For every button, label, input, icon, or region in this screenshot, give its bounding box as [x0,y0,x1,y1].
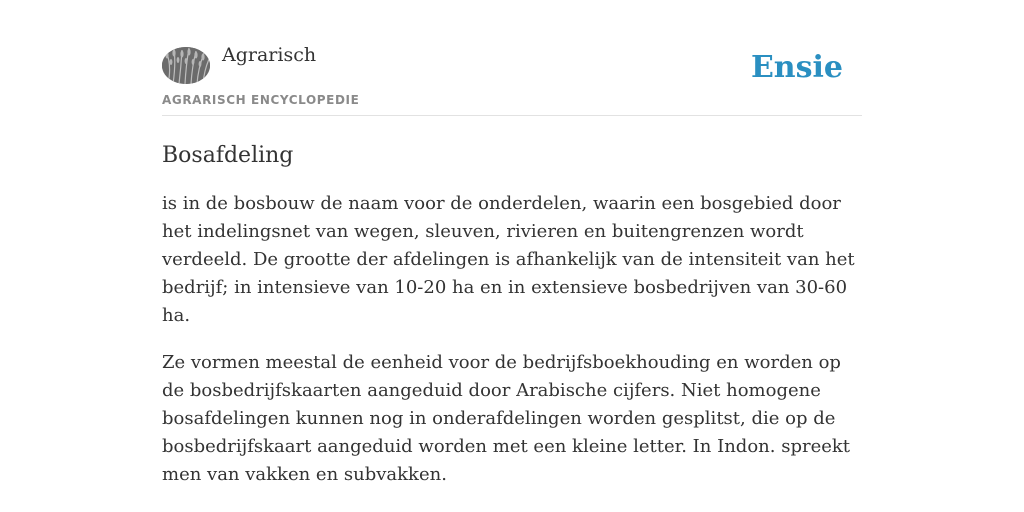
entry-title: Bosafdeling [162,143,294,168]
entry-paragraph: is in de bosbouw de naam voor de onderdelen, waarin een bosgebied door het indelingsnet van wegen, sleuven, rivieren en buitengrenzen wordt verdeeld. De grootte der afdelingen is afhankelijk van de intensiteit van het bedrijf; in intensieve van 10-20 ha en in extensieve bosbedrijven van 30-60 ha. [162,193,855,326]
entry [162,142,862,489]
entry-body [162,190,862,489]
page [162,0,862,508]
ensie-logo-link[interactable]: Ensie [750,50,843,85]
site-subtitle: AGRARISCH ENCYCLOPEDIE [162,93,360,107]
site-header [162,0,862,116]
entry-paragraph: Ze vormen meestal de eenheid voor de bedrijfsboekhouding en worden op de bosbedrijfskaarten aangeduid door Arabische cijfers. Niet homogene bosafdelingen kunnen nog in onderafdelingen worden gesplitst, die op de bosbedrijfskaart aangeduid worden met een kleine letter. In Indon. spreekt men van vakken en subvakken. [162,352,851,485]
site-name[interactable]: Agrarisch [222,44,317,66]
wheat-icon[interactable] [162,47,210,84]
